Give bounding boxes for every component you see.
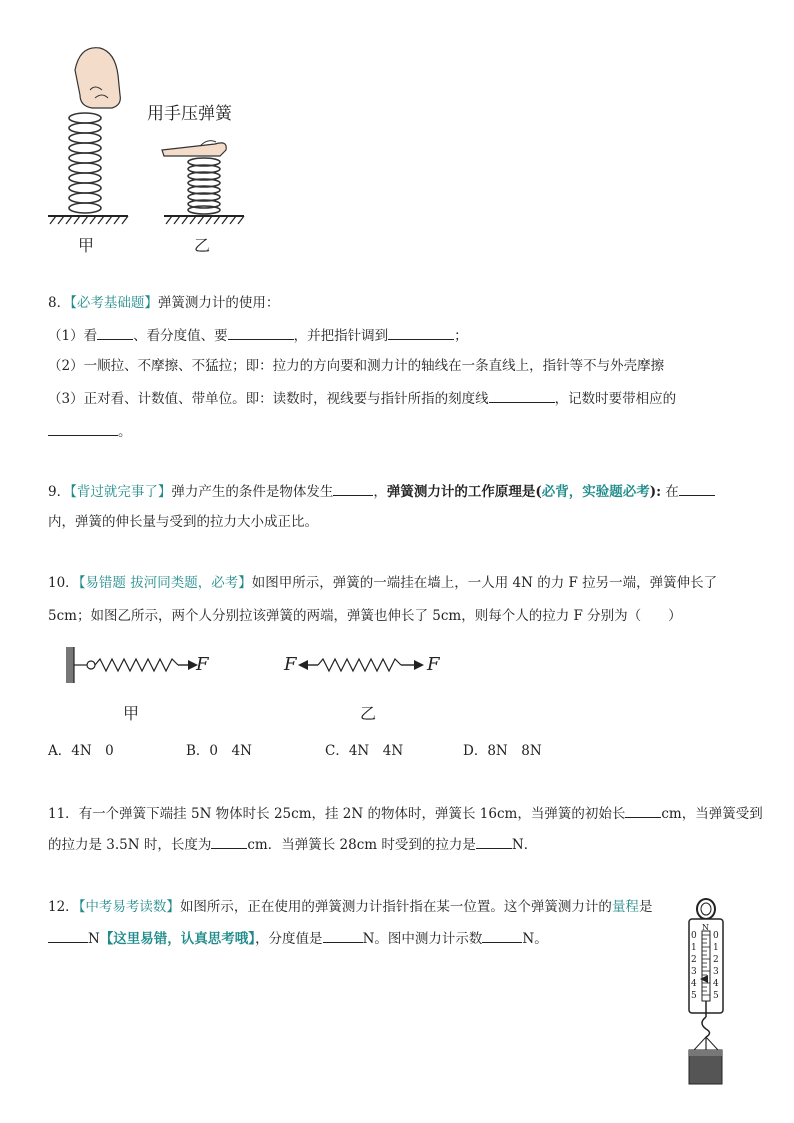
q10-label-a: 甲 xyxy=(123,704,140,723)
q11-number: 11． xyxy=(48,806,79,822)
q11-text: cm，当弹簧受到 xyxy=(661,806,763,822)
q9-number: 9． xyxy=(48,484,71,500)
q8-text: 。 xyxy=(118,424,132,440)
figure1-label-b: 乙 xyxy=(194,236,211,255)
q11-text: N． xyxy=(511,837,538,853)
q10-option-b[interactable]: B．0 4N xyxy=(186,743,252,759)
answer-blank[interactable] xyxy=(679,481,715,496)
answer-blank[interactable] xyxy=(211,834,247,849)
scale-tick: 4 xyxy=(691,979,697,989)
q12-warning-tag: 【这里易错，认真思考哦】 xyxy=(99,931,256,947)
q9-text: ， xyxy=(373,484,387,500)
scale-tick: 2 xyxy=(691,955,697,965)
q10-text: 如图甲所示，弹簧的一端挂在墙上，一人用 4N 的力 F 拉另一端，弹簧伸长了 xyxy=(251,575,718,591)
q9-principle: 弹簧测力计的工作原理是( xyxy=(386,484,542,500)
q8-line1 xyxy=(48,293,279,313)
spring-b xyxy=(188,158,220,214)
figure1-label-a: 甲 xyxy=(78,236,95,255)
q10-text: 5cm；如图乙所示，两个人分别拉该弹簧的两端，弹簧也伸长了 5cm，则每个人的拉力 F 分别为（ ） xyxy=(48,608,682,624)
spring-illustration xyxy=(40,40,260,260)
q10-option-c[interactable]: C．4N 4N xyxy=(325,743,404,759)
q12-text: 如图所示，正在使用的弹簧测力计指针指在某一位置。这个弹簧测力计的 xyxy=(179,899,612,915)
hand-pulling-icon xyxy=(75,48,120,108)
q12-line2 xyxy=(48,928,548,949)
answer-blank[interactable] xyxy=(333,481,373,496)
q8-stem: 弹簧测力计的使用： xyxy=(157,295,280,311)
q11-text: cm．当弹簧长 28cm 时受到的拉力是 xyxy=(247,837,476,853)
q9-text: 弹力产生的条件是物体发生 xyxy=(171,484,334,500)
answer-blank[interactable] xyxy=(489,388,555,403)
q8-text: ； xyxy=(454,328,468,344)
q10-option-d[interactable]: D．8N 8N xyxy=(463,743,542,759)
scale-tick: 0 xyxy=(713,931,719,941)
q12-line1 xyxy=(48,897,652,917)
ground-b xyxy=(164,216,244,224)
figure1-caption: 用手压弹簧 xyxy=(147,104,232,124)
q8-line2 xyxy=(48,325,468,346)
answer-blank[interactable] xyxy=(48,928,88,943)
scale-ticks-right xyxy=(713,930,719,1002)
hand-pressing-icon xyxy=(162,141,226,156)
q12-range-keyword: 量程 xyxy=(611,899,639,915)
scale-tick: 3 xyxy=(691,967,697,977)
ground-a xyxy=(48,216,128,224)
spring-figure-1 xyxy=(40,40,260,260)
q10-force-label-a: F xyxy=(196,654,209,675)
q12-text: N。 xyxy=(522,931,548,947)
q12-text: N。图中测力计示数 xyxy=(362,931,483,947)
q10-force-label-b-left: F xyxy=(284,654,297,675)
spring-scale-figure xyxy=(680,895,740,1090)
q12-tag: 【中考易考读数】 xyxy=(78,899,180,915)
q9-text: ): xyxy=(649,484,662,500)
q8-text: （3）正对看、计数值、带单位。即：读数时，视线要与指针所指的刻度线 xyxy=(48,391,489,407)
q11-text: 有一个弹簧下端挂 5N 物体时长 25cm，挂 2N 的物体时，弹簧长 16cm，当弹簧的初始长 xyxy=(78,806,626,822)
q9-text: 内，弹簧的伸长量与受到的拉力大小成正比。 xyxy=(48,514,318,530)
q12-number: 12． xyxy=(48,899,79,915)
two-force-spring-illustration xyxy=(296,645,436,685)
answer-blank[interactable] xyxy=(388,325,454,340)
scale-ticks-left xyxy=(691,930,697,1002)
spring-a xyxy=(69,113,101,213)
scale-tick: 1 xyxy=(713,943,719,953)
q10-option-a[interactable]: A．4N 0 xyxy=(48,743,114,759)
scale-tick: 2 xyxy=(713,955,719,965)
q8-line3 xyxy=(48,356,664,376)
q8-line4 xyxy=(48,388,676,409)
q10-line1 xyxy=(48,573,717,593)
q8-text: ，并把指针调到 xyxy=(293,328,389,344)
answer-blank[interactable] xyxy=(97,325,133,340)
q11-line1 xyxy=(48,803,763,824)
q8-text: ，记数时要带相应的 xyxy=(554,391,677,407)
scale-tick: 5 xyxy=(713,991,719,1001)
q8-text: 、看分度值、要 xyxy=(133,328,228,344)
q8-text: （2）一顺拉、不摩擦、不猛拉；即：拉力的方向要和测力计的轴线在一条直线上，指针等不与外壳摩擦 xyxy=(48,358,665,374)
q10-label-b: 乙 xyxy=(360,704,377,723)
q8-line5 xyxy=(48,421,132,442)
q12-text: N xyxy=(88,931,100,947)
scale-tick: 5 xyxy=(691,991,697,1001)
q8-tag: 【必考基础题】 xyxy=(70,295,158,311)
q9-line2 xyxy=(48,512,318,532)
scale-tick: 3 xyxy=(713,967,719,977)
scale-tick: 4 xyxy=(713,979,719,989)
q9-line1 xyxy=(48,481,715,502)
answer-blank[interactable] xyxy=(48,421,118,436)
answer-blank[interactable] xyxy=(476,834,512,849)
q10-figure-b xyxy=(296,645,436,685)
q11-line2 xyxy=(48,834,537,855)
scale-unit-label: N xyxy=(702,923,709,932)
q10-tag: 【易错题 拔河同类题，必考】 xyxy=(78,575,252,591)
q8-text: （1）看 xyxy=(48,328,98,344)
answer-blank[interactable] xyxy=(323,928,363,943)
q11-text: 的拉力是 3.5N 时，长度为 xyxy=(48,837,212,853)
scale-tick: 1 xyxy=(691,943,697,953)
spring-scale-icon xyxy=(680,895,740,1090)
q12-text: 是 xyxy=(638,899,653,915)
q10-force-label-b-right: F xyxy=(427,654,440,675)
q9-emphasis: 必背，实验题必考 xyxy=(541,484,650,500)
answer-blank[interactable] xyxy=(625,803,661,818)
q8-number: 8． xyxy=(48,295,71,311)
scale-tick: 0 xyxy=(691,931,697,941)
q10-line2 xyxy=(48,606,682,626)
q9-text: 在 xyxy=(661,484,679,500)
q10-number: 10． xyxy=(48,575,79,591)
q12-text: ，分度值是 xyxy=(255,931,323,947)
q9-tag: 【背过就完事了】 xyxy=(70,484,172,500)
answer-blank[interactable] xyxy=(228,325,294,340)
answer-blank[interactable] xyxy=(482,928,522,943)
